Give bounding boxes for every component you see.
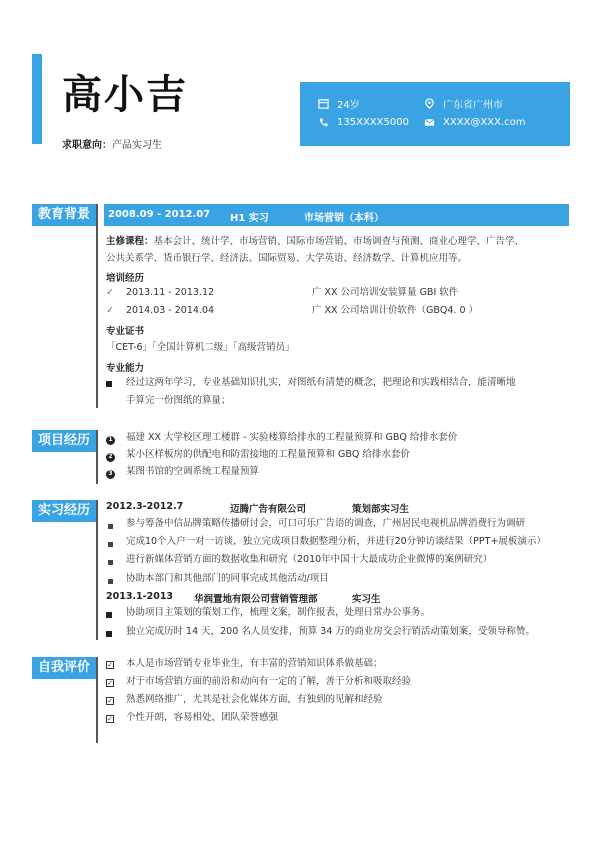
self-eval-item (106, 677, 114, 689)
job1-role: 策划部实习生 (352, 504, 410, 515)
project-text: 某小区样板房的供配电和防雷接地的工程量预算和 GBQ 给排水套价 (126, 449, 410, 460)
courses-line-2: 公共关系学、货币银行学、经济法、国际贸易、大学英语、经济数学、计算机应用等。 (106, 253, 468, 264)
intent-label: 求职意向： (62, 140, 112, 151)
project-item (106, 450, 115, 462)
project-text: 福建 XX 大学校区理工楼群 - 实验楼算给排水的工程量预算和 GBQ 给排水套价 (126, 432, 458, 443)
job1-item (108, 557, 113, 569)
training-desc: 广 XX 公司培训计价软件（GBQ4. 0 ） (312, 305, 479, 316)
number-badge-icon: 1 (106, 436, 115, 445)
ability-bullet (106, 379, 112, 391)
location-item (424, 96, 503, 111)
self-eval-text: 对于市场营销方面的前沿和动向有一定的了解，善于分析和吸取经验 (126, 676, 412, 687)
project-item (106, 467, 115, 479)
section-divider-projects (96, 430, 98, 484)
ability-label: 专业能力 (106, 363, 145, 374)
training-period: 2014.03 - 2014.04 (126, 305, 215, 316)
courses-label: 主修课程： (106, 236, 154, 247)
education-period: 2008.09 - 2012.07 (108, 209, 211, 220)
project-text: 某图书馆的空调系统工程量预算 (126, 466, 260, 477)
contact-panel (300, 82, 570, 146)
self-eval-item (106, 695, 114, 707)
ability-line-1: 经过这两年学习，专业基础知识扎实，对图纸有清楚的概念，把理论和实践相结合，能清晰地 (126, 377, 516, 388)
courses-text-1: 基本会计、统计学、市场营销、国际市场营销、市场调查与预测、商业心理学、广告学、 (153, 236, 525, 247)
intent-value: 产品实习生 (112, 140, 162, 151)
section-divider-self-eval (96, 657, 98, 743)
checkbox-icon: ✓ (107, 697, 113, 705)
job1-period: 2012.3-2012.7 (106, 501, 184, 512)
small-square-bullet-icon (108, 579, 113, 584)
email-text: XXXX@XXX.com (443, 117, 526, 128)
name-accent-bar (32, 54, 42, 144)
location-pin-icon (424, 98, 435, 109)
training-desc: 广 XX 公司培训安装算量 GBI 软件 (312, 287, 459, 298)
calendar-icon (318, 98, 329, 109)
square-bullet-icon (106, 381, 112, 387)
section-title-internship: 实习经历 (32, 500, 96, 522)
phone-item (318, 117, 409, 128)
phone-text: 135XXXX5000 (337, 117, 409, 128)
small-square-bullet-icon (108, 560, 113, 565)
cert-label: 专业证书 (106, 326, 145, 337)
phone-icon (318, 117, 329, 128)
job1-item (108, 521, 113, 533)
candidate-name: 高小吉 (62, 72, 188, 118)
education-header-bar (104, 204, 569, 226)
small-square-bullet-icon (108, 542, 113, 547)
job1-item (108, 539, 113, 551)
ability-line-2: 手算完一份图纸的算量； (126, 395, 231, 406)
email-item (424, 117, 526, 128)
job2-company: 华润置地有限公司营销管理部 (194, 594, 318, 605)
section-title-projects: 项目经历 (32, 430, 96, 452)
education-major: 市场营销（本科） (304, 213, 384, 224)
age-text: 24岁 (337, 100, 360, 111)
checkbox-icon: ✓ (107, 661, 113, 669)
job1-text: 进行新媒体营销方面的数据收集和研究（2010年中国十大最成功企业微博的案例研究） (126, 554, 493, 565)
check-icon: ✓ (106, 305, 114, 316)
self-eval-text: 个性开朗，容易相处，团队荣誉感强 (126, 712, 279, 723)
mail-icon (424, 117, 435, 128)
checkbox-icon: ✓ (107, 679, 113, 687)
project-item (106, 433, 115, 445)
number-badge-icon: 3 (106, 470, 115, 479)
check-icon: ✓ (106, 287, 114, 298)
self-eval-text: 熟悉网络推广，尤其是社会化媒体方面，有独到的见解和经验 (126, 694, 383, 705)
section-title-education: 教育背景 (32, 204, 96, 226)
job1-company: 迈腾广告有限公司 (230, 504, 307, 515)
job2-item (106, 629, 112, 641)
self-eval-item (106, 659, 114, 671)
education-school: H1 实习 (230, 213, 269, 224)
cert-list: 「CET-6」「全国计算机二级」「高级营销员」 (106, 342, 295, 353)
job2-text: 独立完成历时 14 天，200 名人员安排，预算 34 万的商业房交会行销活动策划案，受领导称赞。 (126, 626, 535, 637)
job2-text: 协助项目主策划的策划工作，梳理文案，制作报表，处理日常办公事务。 (126, 607, 431, 618)
job-intent (62, 136, 162, 151)
training-label: 培训经历 (106, 273, 145, 284)
job1-item (108, 576, 113, 588)
number-badge-icon: 2 (106, 453, 115, 462)
self-eval-text: 本人是市场营销专业毕业生，有丰富的营销知识体系做基础； (126, 658, 383, 669)
square-bullet-icon (106, 612, 112, 618)
training-item (106, 287, 114, 299)
job2-item (106, 610, 112, 622)
training-period: 2013.11 - 2013.12 (126, 287, 215, 298)
job2-role: 实习生 (352, 594, 381, 605)
section-title-self-eval: 自我评价 (32, 657, 96, 679)
job1-text: 参与筹备中信品牌策略传播研讨会，可口可乐广告语的调查，广州居民电视机品牌消费行为调研 (126, 518, 526, 529)
courses-line-1 (106, 236, 524, 248)
job1-text: 协助本部门和其他部门的同事完成其他活动/项目 (126, 573, 329, 584)
section-divider-education (96, 204, 98, 408)
section-divider-internship (96, 500, 98, 640)
age-item (318, 96, 360, 111)
training-item (106, 305, 114, 317)
job1-text: 完成10个入户一对一访谈，独立完成项目数据整理分析，并进行20分钟访谈结果（PPT+展板演示） (126, 536, 546, 547)
job2-period: 2013.1-2013 (106, 591, 174, 602)
small-square-bullet-icon (108, 524, 113, 529)
checkbox-icon: ✓ (107, 715, 113, 723)
location-text: 广东省广州市 (443, 100, 503, 111)
self-eval-item (106, 713, 114, 725)
square-bullet-icon (106, 631, 112, 637)
